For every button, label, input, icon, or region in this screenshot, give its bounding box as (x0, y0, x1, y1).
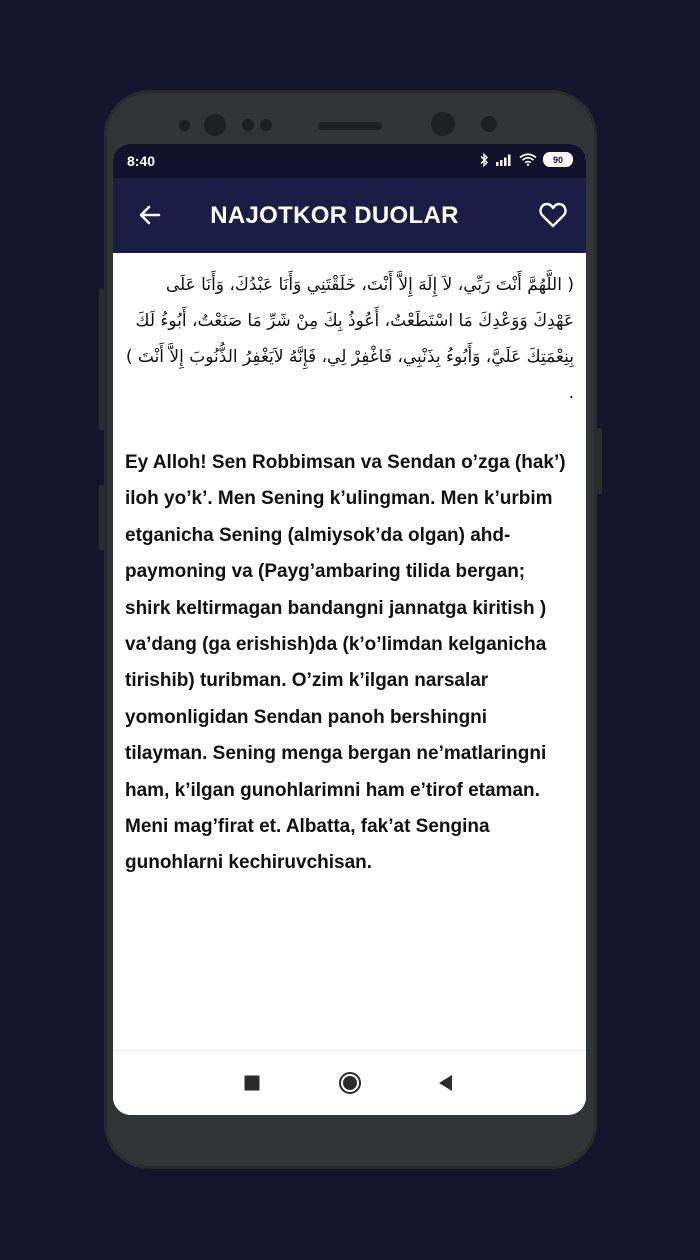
front-camera (204, 114, 226, 136)
dua-translation-text: Ey Alloh! Sen Robbimsan va Sendan o’zga (hak’) iloh yo’k’. Men Sening k’ulingman. Men k’urbim etganicha Sening (almiysok’da olgan) ahd-paymoning va (Payg’ambaring tilida bergan; shirk keltirmagan bandangni jannatga kiritish ) va’dang (ga erishish)da (k’o’limdan kelganicha tirishib) turibman. O’zim k’ilgan narsalar yomonligidan Sendan panoh bershingni tilayman. Sening menga bergan ne’matlaringni ham, k’ilgan gunohlarimni ham e’tirof etaman. Meni mag’firat et. Albatta, fak’at Sengina gunohlarni kechiruvchisan. (125, 452, 566, 874)
sensor-dot (242, 119, 254, 131)
system-nav-bar (113, 1050, 586, 1115)
earpiece-speaker (318, 122, 382, 130)
status-icons (479, 152, 573, 167)
status-time: 8:40 (127, 153, 156, 169)
battery-icon (543, 152, 573, 167)
side-button (99, 485, 104, 550)
battery-level: 90 (552, 154, 563, 165)
status-bar (113, 144, 586, 178)
app-bar (113, 178, 586, 253)
recent-apps-square-icon[interactable] (239, 1070, 265, 1096)
power-button (597, 428, 602, 494)
sensor-dot (179, 120, 190, 131)
dua-arabic-text: ( اللَّهُمَّ أَنْتَ رَبِّي، لاَ إِلَهَ إِلاَّ أَنْتَ، خَلَقْتَنِي وَأَنَا عَبْدُكَ، وَأَنَا عَلَى عَهْدِكَ وَوَعْدِكَ مَا اسْتَطَعْتُ، أَعُوذُ بِكَ مِنْ شَرِّ مَا صَنَعْتُ، أَبُوءُ لَكَ بِنِعْمَتِكَ عَلَيَّ، وَأَبُوءُ بِذَنْبِي، فَاغْفِرْ لِي، فَإِنَّهُ لاَيَغْفِرُ الذُّنُوبَ إِلاَّ أَنْتَ ) . (125, 275, 574, 403)
sensor-dot (260, 119, 272, 131)
dua-content (113, 253, 586, 1051)
back-triangle-icon[interactable] (433, 1070, 459, 1096)
sensor-dot (481, 116, 497, 132)
bluetooth-icon (479, 153, 489, 167)
phone-top-bezel (104, 90, 597, 150)
page-title: NAJOTKOR DUOLAR (210, 202, 459, 229)
volume-button (99, 288, 104, 430)
heart-outline-icon[interactable] (538, 200, 568, 230)
home-circle-icon[interactable] (337, 1070, 363, 1096)
front-camera (431, 112, 455, 136)
signal-icon (495, 153, 513, 166)
wifi-icon (519, 153, 537, 166)
app-screen (113, 144, 586, 1115)
